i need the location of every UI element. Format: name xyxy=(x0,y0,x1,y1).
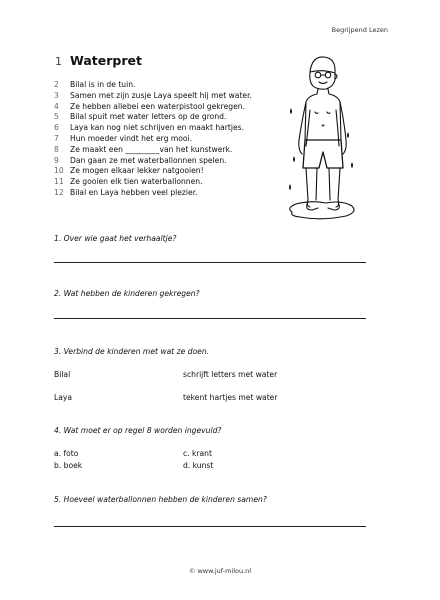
line-text: Bilal en Laya hebben veel plezier. xyxy=(70,187,198,197)
line-text: Hun moeder vindt het erg mooi. xyxy=(70,133,193,143)
story-line xyxy=(54,134,304,145)
line-number: 9 xyxy=(54,155,59,165)
question-2: 2. Wat hebben de kinderen gekregen? xyxy=(54,289,200,298)
option-c[interactable]: c. krant xyxy=(183,449,212,458)
story-line xyxy=(54,123,304,134)
answer-line-1[interactable] xyxy=(54,262,366,263)
line-text: Laya kan nog niet schrijven en maakt hartjes. xyxy=(70,123,245,133)
story-line xyxy=(54,112,304,123)
story-title: Waterpret xyxy=(70,53,142,68)
line-text: Samen met zijn zusje Laya speelt hij met water. xyxy=(70,90,252,100)
story-line xyxy=(54,102,304,113)
line-text: Bilal spuit met water letters op de grond. xyxy=(70,112,227,122)
question-3: 3. Verbind de kinderen met wat ze doen. xyxy=(54,347,210,356)
match-right-hearts[interactable]: tekent hartjes met water xyxy=(183,393,278,402)
line-text: Bilal is in de tuin. xyxy=(70,80,136,89)
story-lines xyxy=(54,80,304,199)
story-line xyxy=(54,91,304,102)
story-line xyxy=(54,145,304,156)
story-line xyxy=(54,188,304,199)
line-text: Dan gaan ze met waterballonnen spelen. xyxy=(70,155,227,165)
line-number: 8 xyxy=(54,144,59,154)
boy-illustration-icon xyxy=(282,50,360,222)
line-number: 11 xyxy=(54,177,64,187)
answer-line-5[interactable] xyxy=(54,526,366,527)
match-right-letters[interactable]: schrijft letters met water xyxy=(183,370,278,379)
match-left-laya[interactable]: Laya xyxy=(54,393,73,402)
answer-line-2[interactable] xyxy=(54,318,366,319)
option-a[interactable]: a. foto xyxy=(54,449,79,458)
line-text: Ze gooien elk tien waterballonnen. xyxy=(70,177,203,187)
line-number: 7 xyxy=(54,133,59,143)
line-number: 3 xyxy=(54,90,59,100)
option-b[interactable]: b. boek xyxy=(54,461,83,470)
story-line xyxy=(54,80,304,91)
line-number: 10 xyxy=(54,166,64,176)
line-text: Ze mogen elkaar lekker natgooien! xyxy=(70,166,204,176)
line-text: Ze hebben allebei een waterpistool gekregen. xyxy=(70,101,245,111)
story-line xyxy=(54,156,304,167)
question-5: 5. Hoeveel waterballonnen hebben de kinderen samen? xyxy=(54,495,267,504)
line-text: Ze maakt een _________van het kunstwerk. xyxy=(70,144,233,154)
line-number: 6 xyxy=(54,123,59,133)
question-1: 1. Over wie gaat het verhaaltje? xyxy=(54,234,177,243)
match-left-bilal[interactable]: Bilal xyxy=(54,370,71,379)
line-number: 4 xyxy=(54,101,59,111)
option-d[interactable]: d. kunst xyxy=(183,461,214,470)
footer-credit: © www.juf-milou.nl xyxy=(188,567,252,575)
line-number: 5 xyxy=(54,112,59,122)
story-line xyxy=(54,177,304,188)
question-4: 4. Wat moet er op regel 8 worden ingevuld? xyxy=(54,426,222,435)
line-number: 12 xyxy=(54,187,64,197)
worksheet-header: Begrijpend Lezen xyxy=(331,26,388,34)
line-number: 2 xyxy=(54,80,59,89)
story-line xyxy=(54,166,304,177)
title-line-number: 1 xyxy=(55,55,62,68)
